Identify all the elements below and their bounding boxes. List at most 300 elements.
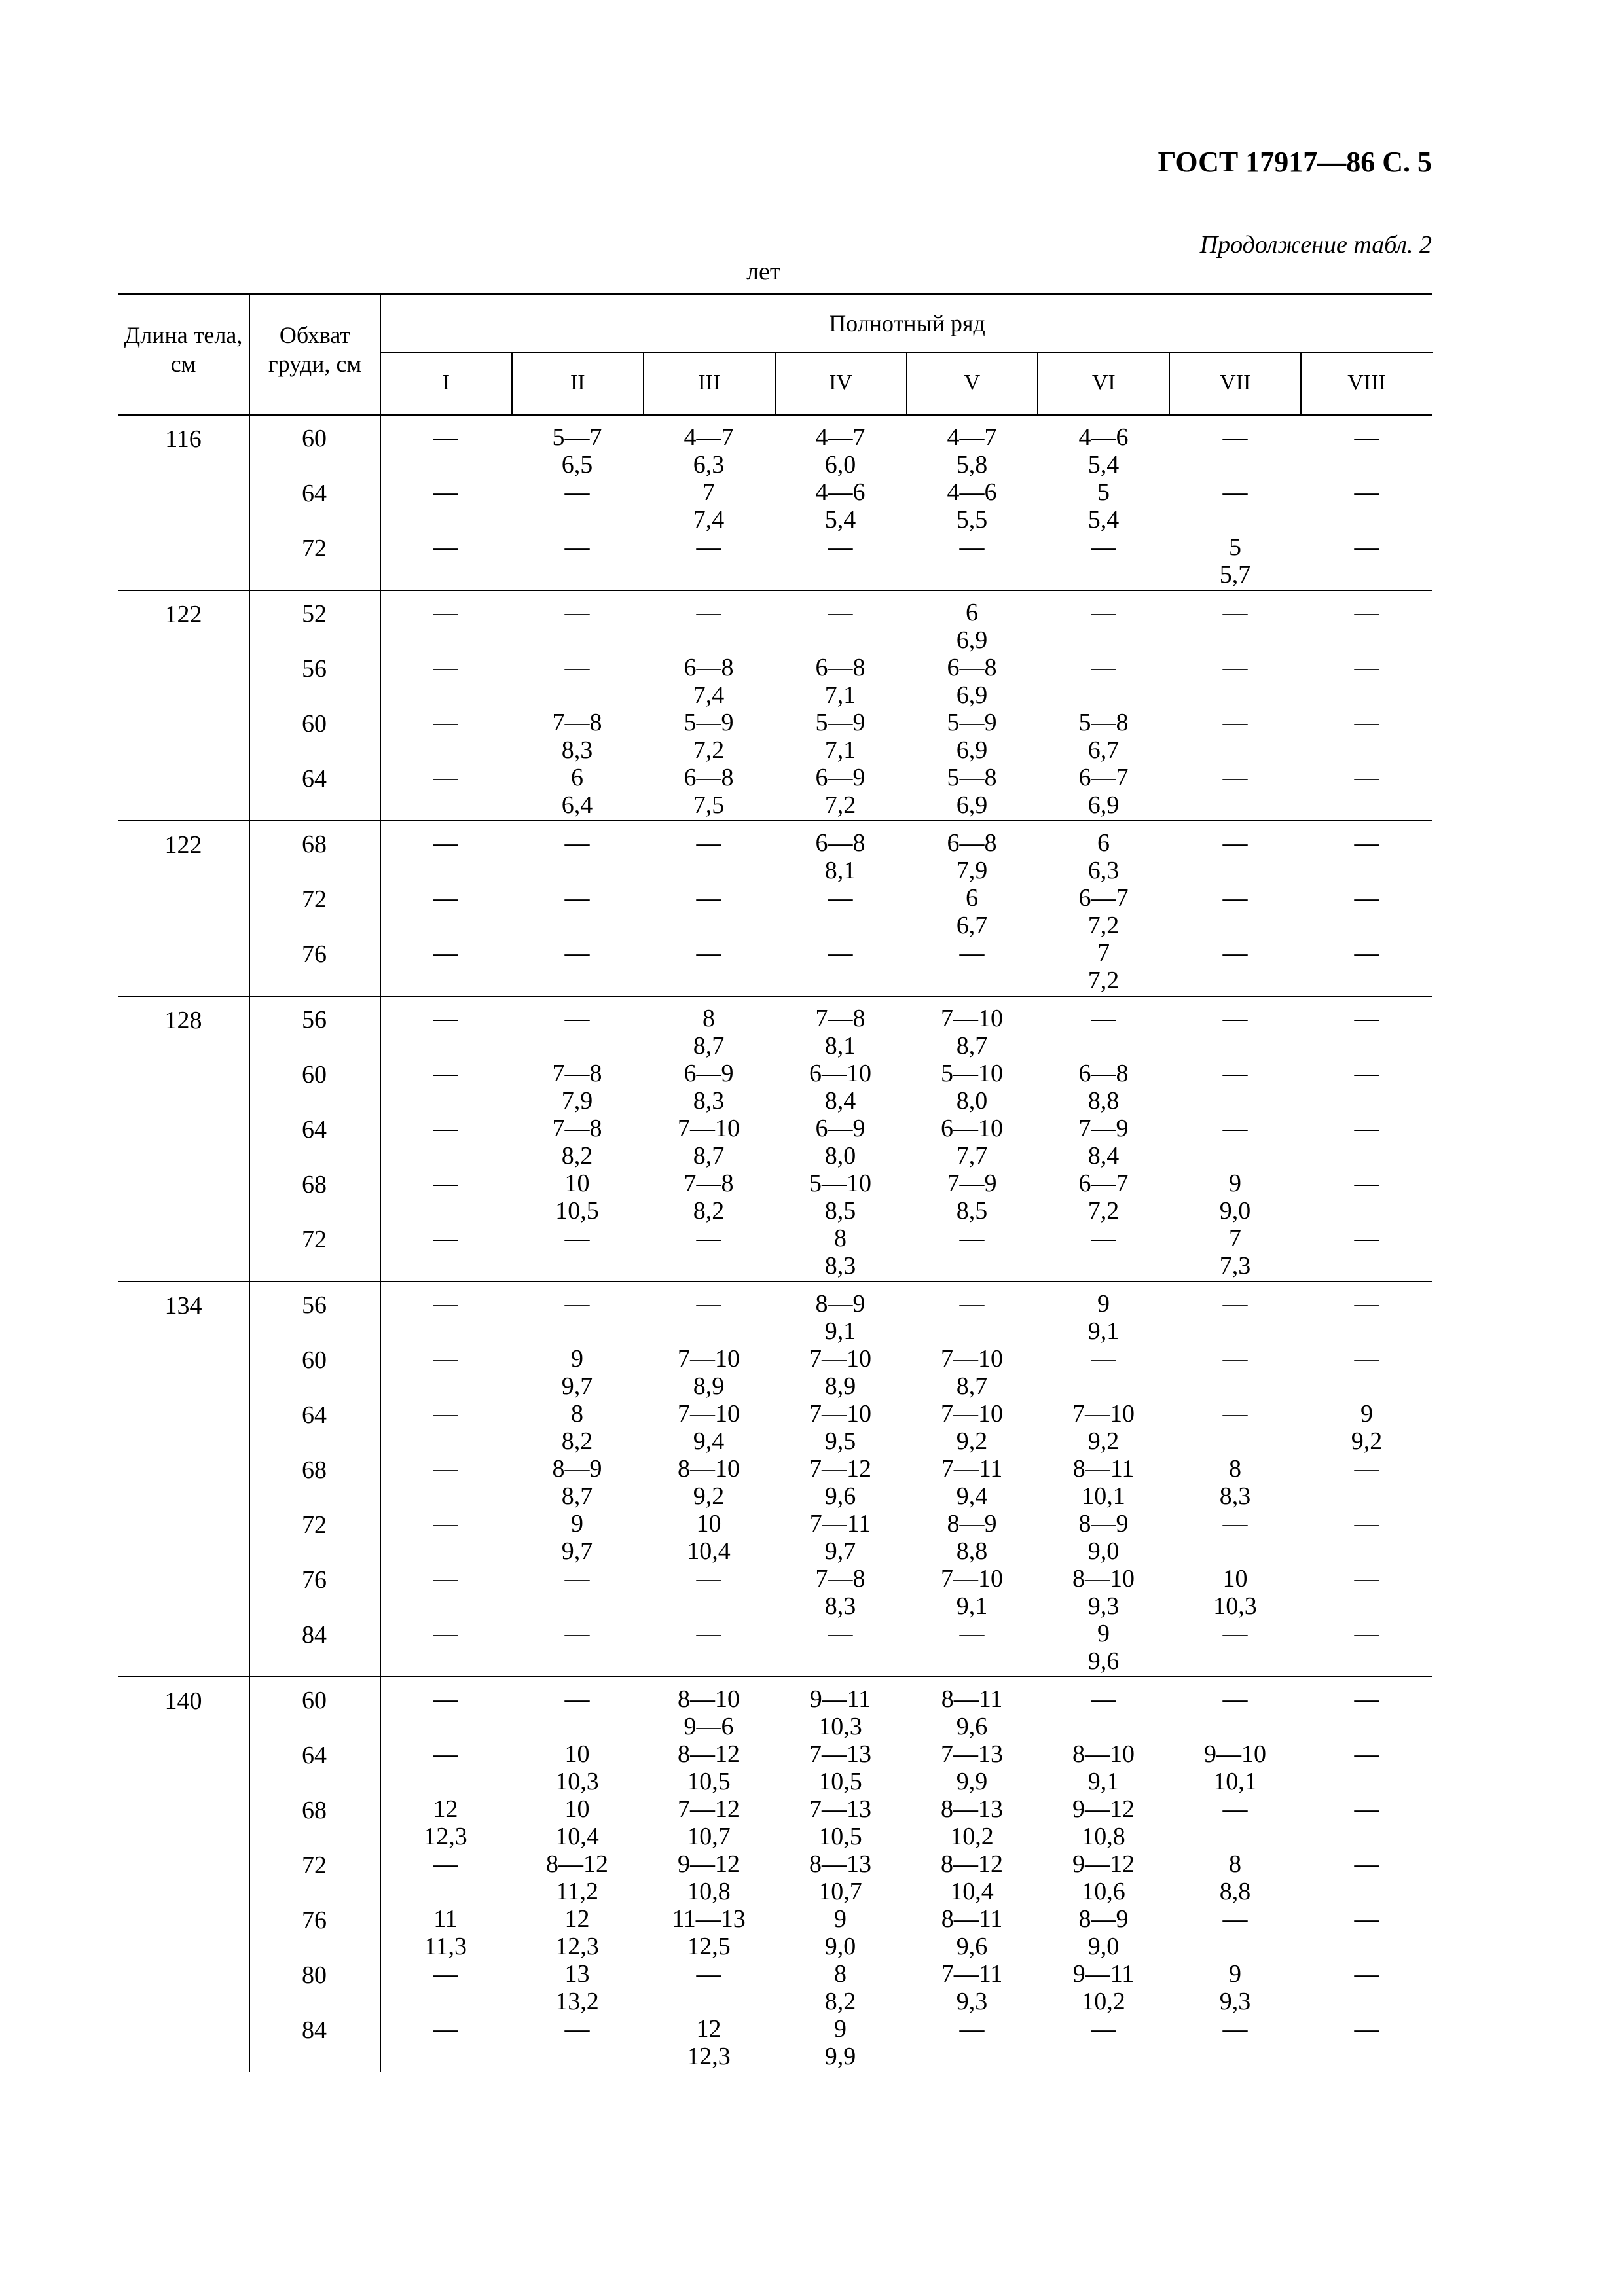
grade-cell-III bbox=[643, 1685, 775, 1740]
grade-header-VI: VI bbox=[1037, 352, 1169, 414]
grade-header-VII: VII bbox=[1169, 352, 1300, 414]
grade-cell-VI bbox=[1038, 1905, 1169, 1960]
chest-value: 76 bbox=[302, 941, 327, 968]
grade-cell-VIII bbox=[1301, 1620, 1432, 1675]
age-range: — bbox=[1091, 1685, 1116, 1713]
grade-cell-I bbox=[380, 1455, 511, 1510]
average-value: 8,5 bbox=[824, 1197, 856, 1225]
age-range: 7—11 bbox=[941, 1455, 1003, 1482]
age-range: — bbox=[433, 1115, 458, 1142]
grade-cell-VI bbox=[1038, 829, 1169, 884]
age-range: 6—9 bbox=[684, 1060, 734, 1087]
average-value: 12,3 bbox=[687, 2043, 731, 2070]
grade-cell-VIII bbox=[1301, 478, 1432, 533]
chest-value: 56 bbox=[302, 655, 327, 683]
age-range: 10 bbox=[696, 1510, 721, 1537]
age-range: 6—8 bbox=[947, 654, 997, 681]
grade-cell-VII bbox=[1169, 1345, 1301, 1400]
grade-cell-VI bbox=[1038, 884, 1169, 939]
document-reference: ГОСТ 17917—86 С. 5 bbox=[1158, 146, 1432, 178]
age-range: — bbox=[828, 939, 853, 967]
chest-value: 68 bbox=[302, 1797, 327, 1824]
grade-cell-I bbox=[380, 1905, 511, 1960]
body-length-value: 122 bbox=[164, 601, 202, 628]
age-range: 11—13 bbox=[672, 1905, 746, 1933]
grade-cell-III bbox=[643, 1290, 775, 1345]
age-range: — bbox=[1222, 1795, 1248, 1823]
chest-value: 80 bbox=[302, 1962, 327, 1989]
grade-cell-VI bbox=[1038, 1455, 1169, 1510]
grade-cell-VI bbox=[1038, 1225, 1169, 1280]
grade-cell-VIII bbox=[1301, 1905, 1432, 1960]
grade-cell-V bbox=[906, 1170, 1038, 1225]
age-range: 10 bbox=[564, 1170, 590, 1197]
grade-cell-I bbox=[380, 1290, 511, 1345]
age-range: 8—12 bbox=[678, 1740, 740, 1768]
age-range: — bbox=[1222, 939, 1248, 967]
age-range: 7—10 bbox=[941, 1565, 1003, 1592]
average-value: 7,1 bbox=[824, 681, 856, 709]
age-range: 8—11 bbox=[1072, 1455, 1135, 1482]
table-row bbox=[118, 1005, 1432, 1060]
age-range: — bbox=[1354, 1795, 1379, 1823]
grade-cell-VII bbox=[1169, 829, 1301, 884]
age-range: 8—11 bbox=[941, 1685, 1003, 1713]
grade-cell-V bbox=[906, 829, 1038, 884]
age-range: — bbox=[696, 884, 721, 912]
average-value: 9,3 bbox=[1087, 1592, 1120, 1620]
grade-cell-IV bbox=[775, 1455, 906, 1510]
age-range: 5 bbox=[1229, 533, 1241, 561]
average-value: 6,5 bbox=[561, 451, 593, 478]
grade-cell-VII bbox=[1169, 1400, 1301, 1455]
chest-value: 64 bbox=[302, 1116, 327, 1143]
grade-cell-I bbox=[380, 1620, 511, 1675]
chest-value: 76 bbox=[302, 1566, 327, 1594]
age-range: — bbox=[564, 1225, 590, 1252]
age-range: — bbox=[433, 1290, 458, 1318]
table-row bbox=[118, 829, 1432, 884]
grade-cell-VI bbox=[1038, 1005, 1169, 1060]
average-value: 7,4 bbox=[693, 506, 725, 533]
age-range: — bbox=[1222, 1290, 1248, 1318]
age-range: — bbox=[696, 1960, 721, 1988]
age-range: 6—8 bbox=[684, 654, 734, 681]
average-value: 8,7 bbox=[561, 1482, 593, 1510]
grade-header-VIII: VIII bbox=[1300, 352, 1432, 414]
age-range: — bbox=[1222, 1905, 1248, 1933]
grade-cell-VIII bbox=[1301, 1400, 1432, 1455]
grade-cell-IV bbox=[775, 533, 906, 588]
grade-cell-VI bbox=[1038, 1170, 1169, 1225]
age-range: — bbox=[1354, 1455, 1379, 1482]
grade-cell-IV bbox=[775, 1795, 906, 1850]
grade-cell-II bbox=[511, 1905, 643, 1960]
grade-cell-V bbox=[906, 1795, 1038, 1850]
age-range: 6—10 bbox=[809, 1060, 871, 1087]
grade-cell-I bbox=[380, 1685, 511, 1740]
average-value: 7,3 bbox=[1219, 1252, 1251, 1280]
grade-cell-II bbox=[511, 423, 643, 478]
age-range: — bbox=[1222, 884, 1248, 912]
average-value: 8,2 bbox=[561, 1142, 593, 1170]
body-length-value: 116 bbox=[165, 425, 202, 453]
length-group bbox=[118, 416, 1432, 591]
grade-cell-V bbox=[906, 939, 1038, 994]
average-value: 8,2 bbox=[561, 1427, 593, 1455]
grade-cell-II bbox=[511, 1345, 643, 1400]
grade-cell-I bbox=[380, 1060, 511, 1115]
grade-cell-IV bbox=[775, 1345, 906, 1400]
age-range: 7—11 bbox=[809, 1510, 871, 1537]
grade-cell-VI bbox=[1038, 1685, 1169, 1740]
grade-cell-III bbox=[643, 1850, 775, 1905]
grade-cell-VIII bbox=[1301, 1565, 1432, 1620]
grade-cell-VI bbox=[1038, 1565, 1169, 1620]
grade-cell-IV bbox=[775, 939, 906, 994]
average-value: 9,6 bbox=[1087, 1647, 1120, 1675]
age-range: — bbox=[1354, 1290, 1379, 1318]
table-row bbox=[118, 1620, 1432, 1675]
age-range: 4—7 bbox=[815, 423, 866, 451]
age-range: — bbox=[433, 1400, 458, 1427]
grade-cell-V bbox=[906, 1510, 1038, 1565]
average-value: 8,0 bbox=[824, 1142, 856, 1170]
average-value: 6,0 bbox=[824, 451, 856, 478]
average-value: 9,6 bbox=[956, 1933, 988, 1960]
grade-cell-VI bbox=[1038, 599, 1169, 654]
grade-cell-II bbox=[511, 829, 643, 884]
age-range: — bbox=[433, 1740, 458, 1768]
age-range: 5—9 bbox=[684, 709, 734, 736]
age-range: — bbox=[433, 423, 458, 451]
age-range: 8—9 bbox=[947, 1510, 997, 1537]
age-range: 7—13 bbox=[809, 1740, 871, 1768]
age-range: — bbox=[433, 939, 458, 967]
grade-cell-VII bbox=[1169, 1510, 1301, 1565]
average-value: 9,1 bbox=[956, 1592, 988, 1620]
grade-cell-IV bbox=[775, 1225, 906, 1280]
average-value: 8,7 bbox=[693, 1142, 725, 1170]
age-range: 9 bbox=[571, 1345, 583, 1372]
age-range: — bbox=[1091, 2015, 1116, 2043]
chest-value: 56 bbox=[302, 1006, 327, 1033]
grade-cell-VIII bbox=[1301, 1345, 1432, 1400]
average-value: 8,2 bbox=[824, 1988, 856, 2015]
grade-cell-II bbox=[511, 1510, 643, 1565]
average-value: 8,8 bbox=[956, 1537, 988, 1565]
age-range: — bbox=[1091, 533, 1116, 561]
grade-cell-I bbox=[380, 599, 511, 654]
average-value: 12,3 bbox=[555, 1933, 599, 1960]
grade-cell-II bbox=[511, 1060, 643, 1115]
age-range: 6—8 bbox=[684, 764, 734, 791]
age-range: — bbox=[1222, 709, 1248, 736]
average-value: 8,9 bbox=[693, 1372, 725, 1400]
age-range: — bbox=[433, 1455, 458, 1482]
age-range: — bbox=[433, 709, 458, 736]
age-range: 10 bbox=[564, 1740, 590, 1768]
age-range: 6—8 bbox=[947, 829, 997, 857]
age-range: 6—7 bbox=[1078, 764, 1129, 791]
age-range: — bbox=[696, 533, 721, 561]
grade-cell-III bbox=[643, 764, 775, 819]
age-range: 7 bbox=[702, 478, 715, 506]
table-row bbox=[118, 1850, 1432, 1905]
grade-cell-II bbox=[511, 654, 643, 709]
grade-cell-I bbox=[380, 829, 511, 884]
average-value: 9,4 bbox=[956, 1482, 988, 1510]
age-range: — bbox=[1354, 829, 1379, 857]
average-value: 8,7 bbox=[956, 1032, 988, 1060]
average-value: 8,8 bbox=[1087, 1087, 1120, 1115]
table-row bbox=[118, 599, 1432, 654]
chest-value: 60 bbox=[302, 1346, 327, 1374]
grade-cell-VII bbox=[1169, 423, 1301, 478]
average-value: 9,0 bbox=[824, 1933, 856, 1960]
average-value: 8,9 bbox=[824, 1372, 856, 1400]
grade-cell-VIII bbox=[1301, 1850, 1432, 1905]
chest-value: 84 bbox=[302, 1621, 327, 1649]
age-range: — bbox=[1222, 1345, 1248, 1372]
table-row bbox=[118, 1290, 1432, 1345]
table-body bbox=[118, 416, 1432, 2072]
average-value: 8,7 bbox=[956, 1372, 988, 1400]
grade-cell-I bbox=[380, 709, 511, 764]
table-row bbox=[118, 1685, 1432, 1740]
age-range: — bbox=[564, 829, 590, 857]
table-row bbox=[118, 1060, 1432, 1115]
grade-header-III: III bbox=[643, 352, 775, 414]
grade-cell-I bbox=[380, 533, 511, 588]
grade-cell-II bbox=[511, 1565, 643, 1620]
chest-value: 76 bbox=[302, 1907, 327, 1934]
average-value: 6,9 bbox=[956, 791, 988, 819]
table-row bbox=[118, 1400, 1432, 1455]
chest-value: 68 bbox=[302, 1456, 327, 1484]
average-value: 10,3 bbox=[555, 1768, 599, 1795]
age-range: 8—13 bbox=[809, 1850, 871, 1878]
length-group bbox=[118, 1677, 1432, 2072]
age-range: — bbox=[433, 533, 458, 561]
age-range: 7—10 bbox=[809, 1400, 871, 1427]
grade-cell-IV bbox=[775, 1005, 906, 1060]
grade-cell-VI bbox=[1038, 1795, 1169, 1850]
average-value: 8,0 bbox=[956, 1087, 988, 1115]
grade-cell-I bbox=[380, 1510, 511, 1565]
grade-cell-IV bbox=[775, 1060, 906, 1115]
age-range: 4—7 bbox=[684, 423, 734, 451]
age-range: — bbox=[828, 1620, 853, 1647]
average-value: 10,3 bbox=[1213, 1592, 1257, 1620]
table-header bbox=[118, 293, 1432, 416]
average-value: 8,3 bbox=[693, 1087, 725, 1115]
age-range: 7—10 bbox=[809, 1345, 871, 1372]
grade-cell-V bbox=[906, 1455, 1038, 1510]
average-value: 10,5 bbox=[818, 1768, 862, 1795]
average-value: 8,4 bbox=[1087, 1142, 1120, 1170]
age-range: — bbox=[959, 1620, 985, 1647]
age-range: — bbox=[433, 1960, 458, 1988]
average-value: 8,3 bbox=[1219, 1482, 1251, 1510]
grade-cell-II bbox=[511, 478, 643, 533]
age-range: — bbox=[433, 1170, 458, 1197]
average-value: 11,3 bbox=[424, 1933, 467, 1960]
grade-cell-V bbox=[906, 1005, 1038, 1060]
age-range: 10 bbox=[1222, 1565, 1248, 1592]
age-range: 8—12 bbox=[546, 1850, 608, 1878]
age-range: — bbox=[696, 1225, 721, 1252]
grade-cell-II bbox=[511, 1960, 643, 2015]
average-value: 5,4 bbox=[1087, 451, 1120, 478]
grade-cell-V bbox=[906, 1740, 1038, 1795]
age-range: — bbox=[433, 1510, 458, 1537]
grade-cell-II bbox=[511, 1115, 643, 1170]
grade-cell-VII bbox=[1169, 599, 1301, 654]
chest-value: 68 bbox=[302, 831, 327, 858]
average-value: 8,4 bbox=[824, 1087, 856, 1115]
age-range: — bbox=[1354, 1510, 1379, 1537]
grade-cell-III bbox=[643, 1225, 775, 1280]
grade-cell-IV bbox=[775, 423, 906, 478]
grade-cell-IV bbox=[775, 884, 906, 939]
body-length-header: Длина тела, см bbox=[124, 322, 243, 377]
age-range: 9 bbox=[834, 2015, 847, 2043]
grade-cell-VIII bbox=[1301, 1115, 1432, 1170]
years-label: лет bbox=[746, 258, 781, 285]
grade-cell-IV bbox=[775, 1565, 906, 1620]
chest-value: 60 bbox=[302, 710, 327, 738]
age-range: — bbox=[564, 1685, 590, 1713]
age-range: — bbox=[1222, 1400, 1248, 1427]
grade-cell-VI bbox=[1038, 1290, 1169, 1345]
grade-cell-II bbox=[511, 1455, 643, 1510]
grade-cell-VIII bbox=[1301, 654, 1432, 709]
grade-cell-VII bbox=[1169, 939, 1301, 994]
age-range: 7 bbox=[1097, 939, 1110, 967]
age-range: 9—11 bbox=[809, 1685, 871, 1713]
age-range: 8—12 bbox=[941, 1850, 1003, 1878]
age-range: — bbox=[1354, 1005, 1379, 1032]
grade-cell-V bbox=[906, 1225, 1038, 1280]
length-group bbox=[118, 591, 1432, 821]
table-row bbox=[118, 654, 1432, 709]
table-row bbox=[118, 423, 1432, 478]
average-value: 8,1 bbox=[824, 1032, 856, 1060]
grade-cell-V bbox=[906, 1290, 1038, 1345]
grade-cell-VIII bbox=[1301, 599, 1432, 654]
grade-cell-III bbox=[643, 939, 775, 994]
grade-cell-II bbox=[511, 1740, 643, 1795]
grade-cell-VIII bbox=[1301, 2015, 1432, 2070]
grade-cell-VII bbox=[1169, 764, 1301, 819]
table-row bbox=[118, 1740, 1432, 1795]
age-range: — bbox=[959, 2015, 985, 2043]
average-value: 9,6 bbox=[956, 1713, 988, 1740]
grade-cell-VII bbox=[1169, 1455, 1301, 1510]
grade-cell-I bbox=[380, 1960, 511, 2015]
age-range: — bbox=[959, 533, 985, 561]
grade-cell-VIII bbox=[1301, 1170, 1432, 1225]
table-row bbox=[118, 1170, 1432, 1225]
age-range: — bbox=[696, 1620, 721, 1647]
table-row bbox=[118, 1345, 1432, 1400]
average-value: 13,2 bbox=[555, 1988, 599, 2015]
grade-cell-VI bbox=[1038, 1620, 1169, 1675]
average-value: 9,2 bbox=[693, 1482, 725, 1510]
age-range: 8—10 bbox=[678, 1685, 740, 1713]
grade-cell-VII bbox=[1169, 478, 1301, 533]
grade-cell-I bbox=[380, 1170, 511, 1225]
grade-cell-VII bbox=[1169, 533, 1301, 588]
age-range: — bbox=[433, 1005, 458, 1032]
chest-value: 72 bbox=[302, 886, 327, 913]
grade-cell-VII bbox=[1169, 1960, 1301, 2015]
age-range: 6 bbox=[966, 884, 978, 912]
age-range: — bbox=[696, 1565, 721, 1592]
average-value: 7,2 bbox=[1087, 912, 1120, 939]
average-value: 12,3 bbox=[424, 1823, 467, 1850]
age-range: — bbox=[1222, 478, 1248, 506]
chest-value: 52 bbox=[302, 600, 327, 628]
age-range: — bbox=[433, 599, 458, 626]
age-range: 13 bbox=[564, 1960, 590, 1988]
grade-cell-II bbox=[511, 1795, 643, 1850]
body-length-value: 140 bbox=[164, 1687, 202, 1715]
age-range: 8—9 bbox=[1078, 1510, 1129, 1537]
age-range: 7—8 bbox=[684, 1170, 734, 1197]
age-range: 7—13 bbox=[809, 1795, 871, 1823]
chest-value: 72 bbox=[302, 1511, 327, 1539]
grade-cell-V bbox=[906, 1905, 1038, 1960]
age-range: — bbox=[1354, 1345, 1379, 1372]
chest-header: Обхват груди, см bbox=[249, 295, 380, 414]
grade-cell-IV bbox=[775, 709, 906, 764]
average-value: 8,2 bbox=[693, 1197, 725, 1225]
age-range: 7—8 bbox=[815, 1565, 866, 1592]
grade-cell-IV bbox=[775, 1740, 906, 1795]
grade-cell-II bbox=[511, 709, 643, 764]
table-continuation-note: Продолжение табл. 2 bbox=[1199, 231, 1432, 259]
chest-value: 60 bbox=[302, 425, 327, 452]
age-range: 6 bbox=[571, 764, 583, 791]
grade-cell-VII bbox=[1169, 1795, 1301, 1850]
age-range: — bbox=[433, 1060, 458, 1087]
grade-cell-V bbox=[906, 1685, 1038, 1740]
age-range: 10 bbox=[564, 1795, 590, 1823]
age-range: — bbox=[433, 1685, 458, 1713]
chest-value: 56 bbox=[302, 1291, 327, 1319]
sizes-table bbox=[118, 293, 1432, 2072]
chest-value: 60 bbox=[302, 1061, 327, 1088]
age-range: — bbox=[433, 829, 458, 857]
grade-cell-VIII bbox=[1301, 1960, 1432, 2015]
age-range: — bbox=[1354, 1740, 1379, 1768]
age-range: 7—9 bbox=[947, 1170, 997, 1197]
table-row bbox=[118, 939, 1432, 994]
average-value: 9,7 bbox=[824, 1537, 856, 1565]
average-value: 6,3 bbox=[693, 451, 725, 478]
grade-cell-IV bbox=[775, 1115, 906, 1170]
average-value: 7,2 bbox=[693, 736, 725, 764]
grade-cell-VIII bbox=[1301, 1685, 1432, 1740]
grade-cell-III bbox=[643, 1060, 775, 1115]
grade-cell-VI bbox=[1038, 2015, 1169, 2070]
grade-cell-VIII bbox=[1301, 1290, 1432, 1345]
average-value: 10,6 bbox=[1082, 1878, 1125, 1905]
average-value: 5,4 bbox=[1087, 506, 1120, 533]
average-value: 9,9 bbox=[824, 2043, 856, 2070]
